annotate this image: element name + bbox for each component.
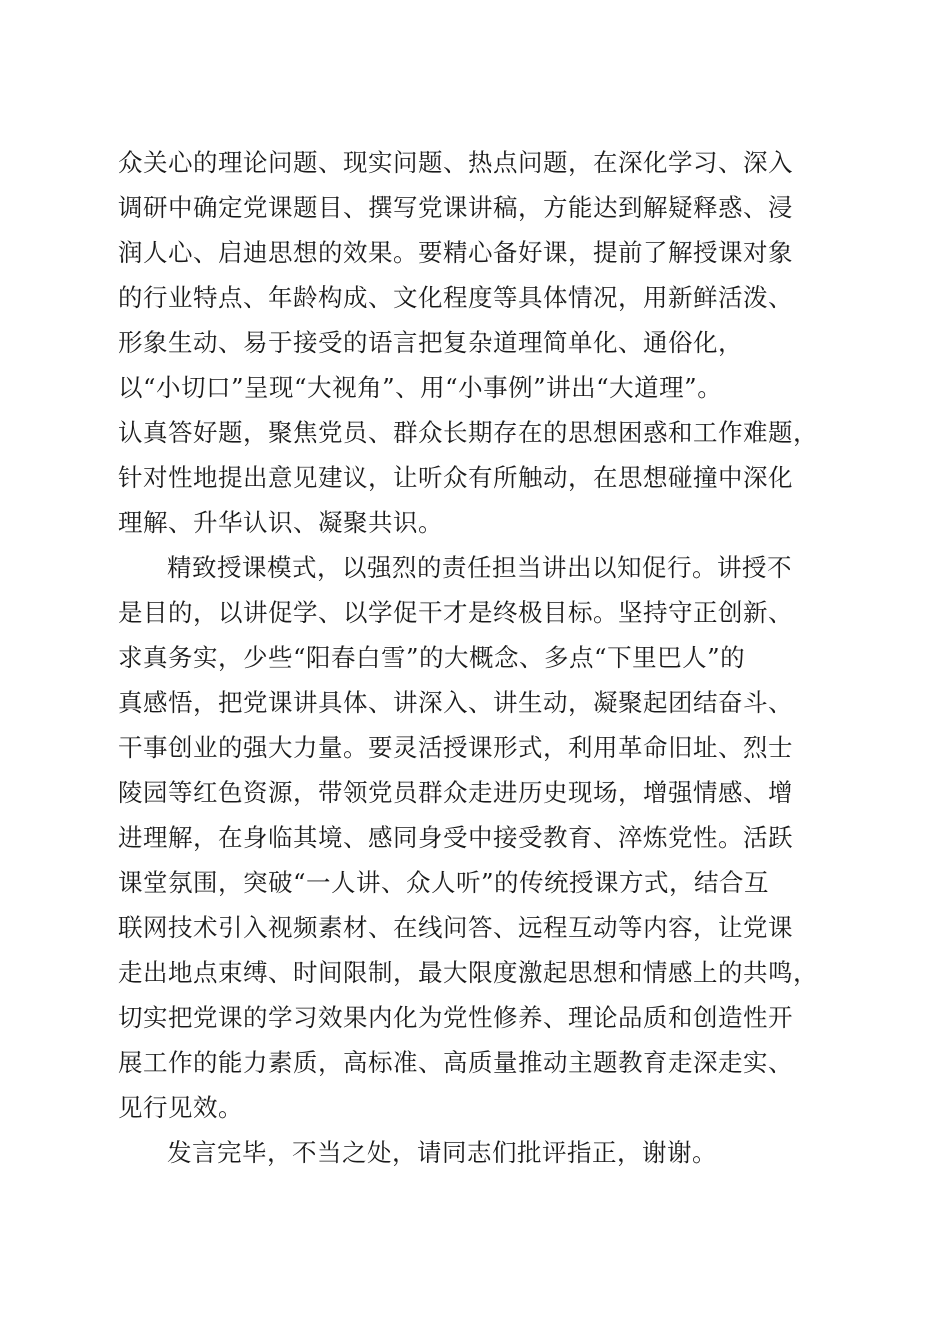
text-line: 理解、升华认识、凝聚共识。 [118,508,443,537]
paragraph-3 [118,1130,836,1175]
text-line: 认真答好题，聚焦党员、群众长期存在的思想困惑和工作难题， [118,418,818,447]
text-line: 发言完毕，不当之处，请同志们批评指正，谢谢。 [167,1138,717,1167]
text-line: 进理解，在身临其境、感同身受中接受教育、淬炼党性。活跃 [118,823,793,852]
text-line: 以“小切口”呈现“大视角”、用“小事例”讲出“大道理”。 [118,373,723,402]
text-line: 针对性地提出意见建议，让听众有所触动，在思想碰撞中深化 [118,463,793,492]
text-line: 切实把党课的学习效果内化为党性修养、理论品质和创造性开 [118,1003,793,1032]
text-line: 展工作的能力素质，高标准、高质量推动主题教育走深走实、 [118,1048,793,1077]
text-line: 求真务实，少些“阳春白雪”的大概念、多点“下里巴人”的 [118,643,746,672]
text-line: 的行业特点、年龄构成、文化程度等具体情况，用新鲜活泼、 [118,283,793,312]
text-line: 精致授课模式，以强烈的责任担当讲出以知促行。讲授不 [167,553,792,582]
paragraph-2 [118,545,836,1130]
text-line: 真感悟，把党课讲具体、讲深入、讲生动，凝聚起团结奋斗、 [118,688,793,717]
text-line: 走出地点束缚、时间限制，最大限度激起思想和情感上的共鸣， [118,958,818,987]
text-line: 形象生动、易于接受的语言把复杂道理简单化、通俗化， [118,328,743,357]
text-line: 干事创业的强大力量。要灵活授课形式，利用革命旧址、烈士 [118,733,793,762]
text-line: 见行见效。 [118,1093,243,1122]
text-line: 课堂氛围，突破“一人讲、众人听”的传统授课方式，结合互 [118,868,770,897]
text-line: 是目的，以讲促学、以学促干才是终极目标。坚持守正创新、 [118,598,793,627]
text-line: 陵园等红色资源，带领党员群众走进历史现场，增强情感、增 [118,778,793,807]
text-line: 联网技术引入视频素材、在线问答、远程互动等内容，让党课 [118,913,793,942]
text-line: 润人心、启迪思想的效果。要精心备好课，提前了解授课对象 [118,238,793,267]
text-line: 众关心的理论问题、现实问题、热点问题，在深化学习、深入 [118,148,793,177]
paragraph-1 [118,140,836,545]
text-line: 调研中确定党课题目、撰写党课讲稿，方能达到解疑释惑、浸 [118,193,793,222]
document-body [118,140,836,1175]
